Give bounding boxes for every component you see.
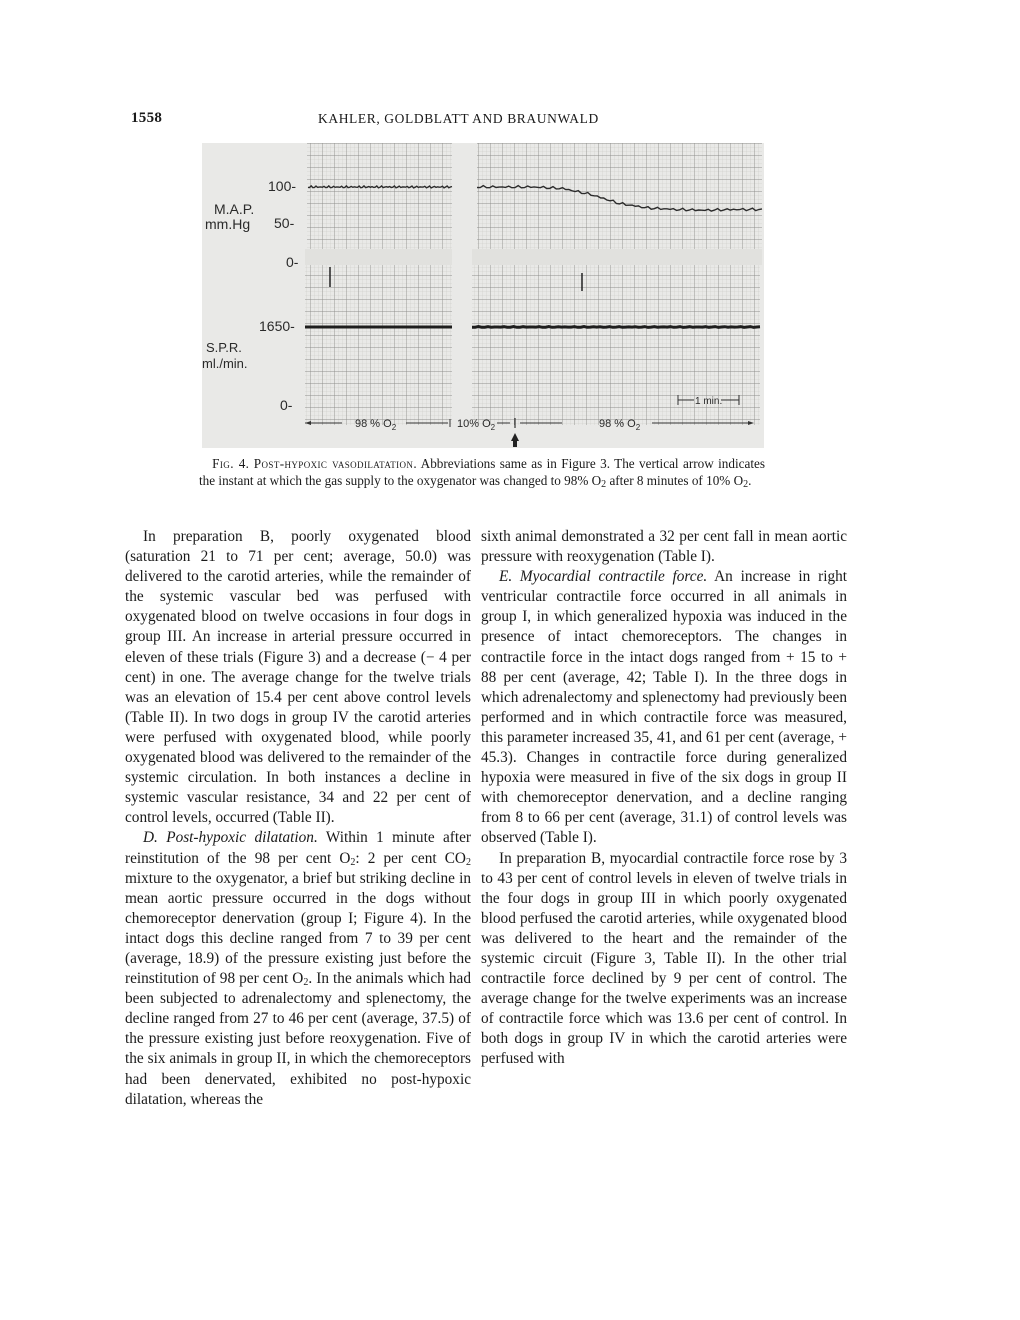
spr-tick-1650: 1650- xyxy=(259,318,295,334)
right-paragraph-0: sixth animal demonstrated a 32 per cent fall in mean aortic pressure with reoxygenation (Table I). xyxy=(481,528,847,566)
left-column xyxy=(125,527,471,1110)
left-map-grid xyxy=(307,143,452,249)
left-p2-a: Within 1 minute after reinstitution of the 98 per cent O xyxy=(125,829,471,867)
right-column xyxy=(481,527,847,1070)
left-p2-sub1: 2 xyxy=(350,856,356,868)
caption-fig-label: Fig. 4. xyxy=(212,456,250,471)
right-98pct-o2-label: 98 % $O_2$ xyxy=(599,418,641,432)
right-map-grid xyxy=(477,143,762,249)
spr-tick-0: 0- xyxy=(280,397,293,413)
section-heading-d: D. Post-hypoxic dilatation. xyxy=(143,829,318,847)
left-spr-grid xyxy=(305,265,452,425)
left-p2-d: . In the animals which had been subjected to adrenalectomy and splenectomy, the decline ranged from 27 to 46 per cent (average, 37.5) of the pressure existing just before reoxygenation. Five of the six animals in group II, in which the chemoreceptors had been denervated, exhibited no post-hypoxic dilatation, whereas the xyxy=(125,970,471,1108)
left-gap-band xyxy=(305,249,452,265)
left-p2-sub2: 2 xyxy=(465,856,471,868)
running-head: KAHLER, GOLDBLATT AND BRAUNWALD xyxy=(318,111,599,126)
left-p2-b: : 2 per cent CO xyxy=(355,849,466,867)
right-chart-grid xyxy=(472,143,762,425)
figure-chart xyxy=(202,143,764,448)
left-p2-c: mixture to the oxygenator, a brief but striking decline in mean aortic pressure occurred in the dogs without chemoreceptor denervation (group I; Figure 4). In the intact dogs this decline ranged from 7 to 39 per cent (average, 18.9) of the pressure existing just before the reinstitution of 98 per cent O xyxy=(125,869,471,988)
caption-text-2: after 8 minutes of 10% O xyxy=(606,473,744,488)
left-chart-grid xyxy=(305,143,452,425)
caption-sub-1: 2 xyxy=(601,479,607,490)
section-heading-e: E. Myocardial contractile force. xyxy=(499,568,708,586)
map-tick-50: 50- xyxy=(274,215,295,231)
right-gap-band xyxy=(472,249,762,265)
spr-label-line2: ml./min. xyxy=(202,356,248,371)
left-p2-sub3: 2 xyxy=(303,977,309,989)
page-number: 1558 xyxy=(131,110,163,126)
figure-4 xyxy=(202,143,764,448)
left-paragraph-1: In preparation B, poorly oxygenated blood (saturation 21 to 71 per cent; average, 50.0) was delivered to the carotid arteries, while the remainder of the systemic vascular bed was perfused with oxygenated blood on twelve occasions in four dogs in group III. An increase in arterial pressure occurred in eleven of these trials (Figure 3) and a decrease (− 4 per cent) in one. The average change for the twelve trials was an elevation of 15.4 per cent above control levels (Table II). In two dogs in group IV the carotid arteries were perfused with oxygenated blood, while poorly oxygenated blood was delivered to the remainder of the systemic circulation. In both instances a decline in systemic vascular resistance, 34 and 22 per cent of control levels, occurred (Table II). xyxy=(125,528,471,827)
spr-trace-right xyxy=(472,327,760,328)
spr-label-line1: S.P.R. xyxy=(206,340,242,355)
right-10pct-o2-label: 10% $O_2$ xyxy=(457,418,496,432)
right-paragraph-2: In preparation B, myocardial contractile force rose by 3 to 43 per cent of control levels in eleven of twelve trials in the four dogs in group III in which poorly oxygenated blood perfused the carotid arteries, while oxygenated blood was delivered to the heart and the remainder of the systemic circuit (Figure 3, Table II). In the other trial contractile force declined by 9 per cent of control. The average change for the twelve experiments was an increase of contractile force which was 13.6 per cent of control. In both dogs in group IV in which the carotid arteries were perfused with xyxy=(481,849,847,1068)
right-paragraph-1 xyxy=(481,567,847,848)
caption-fig-title: Post-hypoxic vasodilatation. xyxy=(253,456,418,471)
map-label-line1: M.A.P. xyxy=(214,201,255,217)
map-tick-0: 0- xyxy=(286,254,299,270)
right-p1-text: An increase in right ventricular contractile force occurred in all animals in group I, in which generalized hypoxia was induced in the presence of intact chemoreceptors. The changes in contractile force in the intact dogs ranged from + 15 to + 88 per cent (average, 42; Table I). In the three dogs in which adrenalectomy and splenectomy had previously been performed and in which contractile force was measured, this parameter increased 35, 41, and 61 per cent (average, + 45.3). Changes in contractile force during generalized hypoxia were measured in five of the six dogs in group II with chemoreceptor denervation, and a decline ranging from 8 to 66 per cent (average, 31.1) of control levels was observed (Table I). xyxy=(481,568,847,847)
map-label-line2: mm.Hg xyxy=(205,216,251,232)
caption-text-1: Abbreviations same as in Figure 3. The vertical arrow indicates the instant at which the gas supply to the oxygenator was changed to 98% O xyxy=(199,456,765,488)
map-tick-100: 100- xyxy=(268,178,297,194)
left-paragraph-2 xyxy=(125,828,471,1109)
caption-sub-2: 2 xyxy=(743,479,749,490)
scale-bar-label: 1 min. xyxy=(695,396,723,407)
left-o2-label: 98 % $O_2$ xyxy=(355,418,397,432)
figure-caption xyxy=(199,455,765,489)
switch-up-arrow-icon xyxy=(511,433,519,447)
caption-text-3: . xyxy=(748,473,752,488)
